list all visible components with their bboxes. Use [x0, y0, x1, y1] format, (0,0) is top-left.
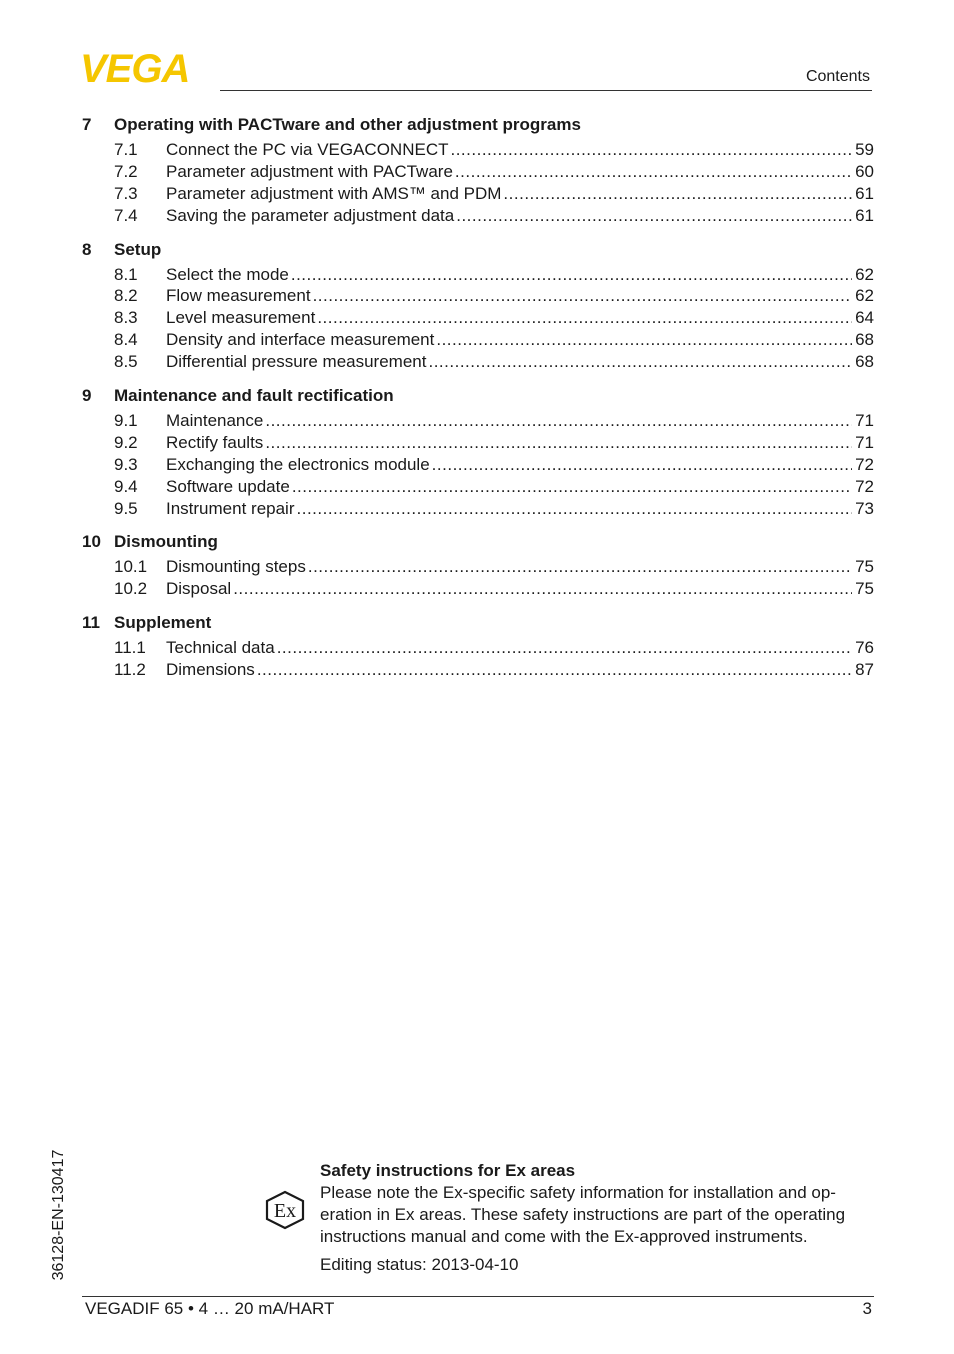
toc-entry-number: 7.4 [114, 205, 138, 225]
toc-entry-title: Saving the parameter adjustment data [166, 205, 455, 225]
toc-entry[interactable] [82, 205, 874, 227]
toc-entry[interactable] [82, 659, 874, 681]
toc-entry-number: 10.2 [114, 579, 148, 599]
toc-entry-number: 7.3 [114, 183, 138, 203]
vega-logo [80, 50, 214, 86]
toc-entry-page: 62 [855, 286, 874, 306]
toc-entry-title: Dimensions [166, 660, 255, 680]
toc-entry-page: 87 [855, 660, 874, 680]
toc-entry-page: 75 [855, 579, 874, 599]
toc-leader-dots [277, 637, 852, 659]
page-number: 3 [862, 1299, 872, 1318]
toc-entry-number: 9.3 [114, 454, 138, 474]
toc-entry-title: Technical data [166, 638, 275, 658]
toc-chapter-title: Dismounting [114, 532, 218, 552]
toc-entry[interactable] [82, 264, 874, 286]
toc-entry[interactable] [82, 432, 874, 454]
toc-entry-page: 71 [855, 411, 874, 431]
toc-entry-page: 61 [855, 205, 874, 225]
safety-body: Please note the Ex-specific safety information for installation and op-eration in Ex areas. These safety instructions are part of the operating instructions manual and come with the Ex-approved instruments. [320, 1183, 846, 1246]
ex-icon [264, 1190, 306, 1230]
toc-entry-title: Exchanging the electronics module [166, 454, 430, 474]
toc-chapter-heading[interactable] [82, 531, 874, 553]
toc-entry-page: 68 [855, 330, 874, 350]
editing-status: Editing status: 2013-04-10 [320, 1255, 519, 1274]
toc-entry[interactable] [82, 351, 874, 373]
toc-chapter-title: Setup [114, 239, 162, 259]
toc-leader-dots [292, 476, 852, 498]
toc-chapter [82, 612, 874, 681]
toc-entry-page: 68 [855, 352, 874, 372]
header-divider [220, 90, 872, 91]
toc-entry[interactable] [82, 476, 874, 498]
toc-entry[interactable] [82, 454, 874, 476]
toc-entry-number: 9.4 [114, 476, 138, 496]
toc-entry-title: Parameter adjustment with PACTware [166, 161, 453, 181]
toc-entry-title: Density and interface measurement [166, 330, 435, 350]
toc-entry-number: 8.3 [114, 308, 138, 328]
toc-entry-number: 9.2 [114, 432, 138, 452]
toc-chapter-heading[interactable] [82, 612, 874, 634]
toc-leader-dots [455, 161, 852, 183]
toc-entry-number: 8.2 [114, 286, 138, 306]
vega-logo-text: VEGA [80, 50, 190, 86]
toc-chapter-number: 11 [82, 613, 100, 633]
toc-chapter-number: 9 [82, 386, 92, 406]
toc-entry-number: 8.4 [114, 330, 138, 350]
toc-entry-number: 7.2 [114, 161, 138, 181]
toc-entry-title: Dismounting steps [166, 557, 306, 577]
toc-entry-title: Flow measurement [166, 286, 311, 306]
toc-entry-number: 11.1 [114, 638, 146, 658]
toc-chapter-title: Maintenance and fault rectification [114, 386, 394, 406]
toc-entry-number: 9.5 [114, 498, 138, 518]
toc-chapter [82, 385, 874, 519]
toc-leader-dots [233, 578, 852, 600]
toc-chapter-number: 7 [82, 115, 92, 134]
toc-entry[interactable] [82, 498, 874, 520]
toc-entry-page: 71 [855, 432, 874, 452]
toc-chapter-heading[interactable] [82, 114, 874, 136]
footer-product: VEGADIF 65 • 4 … 20 mA/HART [85, 1299, 335, 1318]
toc-entry-page: 61 [855, 183, 874, 203]
toc-leader-dots [450, 139, 852, 161]
toc-entry-title: Connect the PC via VEGACONNECT [166, 140, 449, 159]
toc-entry-page: 75 [855, 557, 874, 577]
toc-entry-number: 7.1 [114, 140, 138, 159]
toc-leader-dots [313, 285, 852, 307]
toc-chapter-title: Supplement [114, 613, 212, 633]
toc-entry-title: Maintenance [166, 411, 264, 431]
toc-chapter-heading[interactable] [82, 239, 874, 261]
toc-chapter-title: Operating with PACTware and other adjustment programs [114, 115, 581, 134]
toc-leader-dots [456, 205, 852, 227]
toc-entry-page: 76 [855, 638, 874, 658]
toc-entry[interactable] [82, 139, 874, 161]
toc-leader-dots [308, 556, 852, 578]
toc-entry-number: 11.2 [114, 660, 146, 680]
toc-entry[interactable] [82, 307, 874, 329]
toc-entry[interactable] [82, 578, 874, 600]
toc-entry-page: 64 [855, 308, 874, 328]
toc-entry[interactable] [82, 161, 874, 183]
toc-entry-title: Instrument repair [166, 498, 295, 518]
toc-chapter [82, 531, 874, 600]
toc-entry-title: Rectify faults [166, 432, 264, 452]
toc-leader-dots [297, 498, 853, 520]
toc-entry-page: 60 [855, 161, 874, 181]
svg-text:Ex: Ex [273, 1200, 297, 1222]
document-id-text: 36128-EN-130417 [50, 1149, 67, 1281]
toc-entry-number: 8.1 [114, 264, 138, 284]
toc-entry-title: Select the mode [166, 264, 289, 284]
toc-entry-page: 59 [855, 140, 874, 159]
toc-leader-dots [291, 264, 852, 286]
toc-entry-number: 9.1 [114, 411, 138, 431]
table-of-contents [82, 114, 874, 693]
toc-leader-dots [317, 307, 852, 329]
toc-entry-number: 8.5 [114, 352, 138, 372]
toc-leader-dots [432, 454, 852, 476]
toc-leader-dots [428, 351, 852, 373]
toc-entry-title: Software update [166, 476, 290, 496]
toc-entry[interactable] [82, 410, 874, 432]
footer-divider [82, 1296, 874, 1297]
safety-title: Safety instructions for Ex areas [320, 1161, 576, 1180]
toc-entry-title: Level measurement [166, 308, 316, 328]
toc-entry[interactable] [82, 556, 874, 578]
toc-leader-dots [257, 659, 852, 681]
toc-entry-page: 72 [855, 454, 874, 474]
toc-entry-page: 73 [855, 498, 874, 518]
toc-chapter-number: 10 [82, 532, 101, 552]
toc-entry-page: 72 [855, 476, 874, 496]
toc-entry[interactable] [82, 637, 874, 659]
toc-chapter [82, 239, 874, 373]
toc-entry-page: 62 [855, 264, 874, 284]
toc-entry-number: 10.1 [114, 557, 148, 577]
safety-notice [320, 1160, 876, 1276]
toc-entry-title: Disposal [166, 579, 232, 599]
toc-leader-dots [503, 183, 852, 205]
toc-entry[interactable] [82, 285, 874, 307]
toc-chapter-heading[interactable] [82, 385, 874, 407]
toc-chapter [82, 114, 874, 227]
toc-entry-title: Differential pressure measurement [166, 352, 427, 372]
toc-entry[interactable] [82, 329, 874, 351]
document-id-vertical [48, 1140, 70, 1290]
page-section-title: Contents [805, 68, 870, 85]
toc-leader-dots [265, 432, 852, 454]
toc-leader-dots [436, 329, 852, 351]
toc-entry-title: Parameter adjustment with AMS™ and PDM [166, 183, 502, 203]
toc-chapter-number: 8 [82, 239, 92, 259]
toc-leader-dots [265, 410, 852, 432]
toc-entry[interactable] [82, 183, 874, 205]
